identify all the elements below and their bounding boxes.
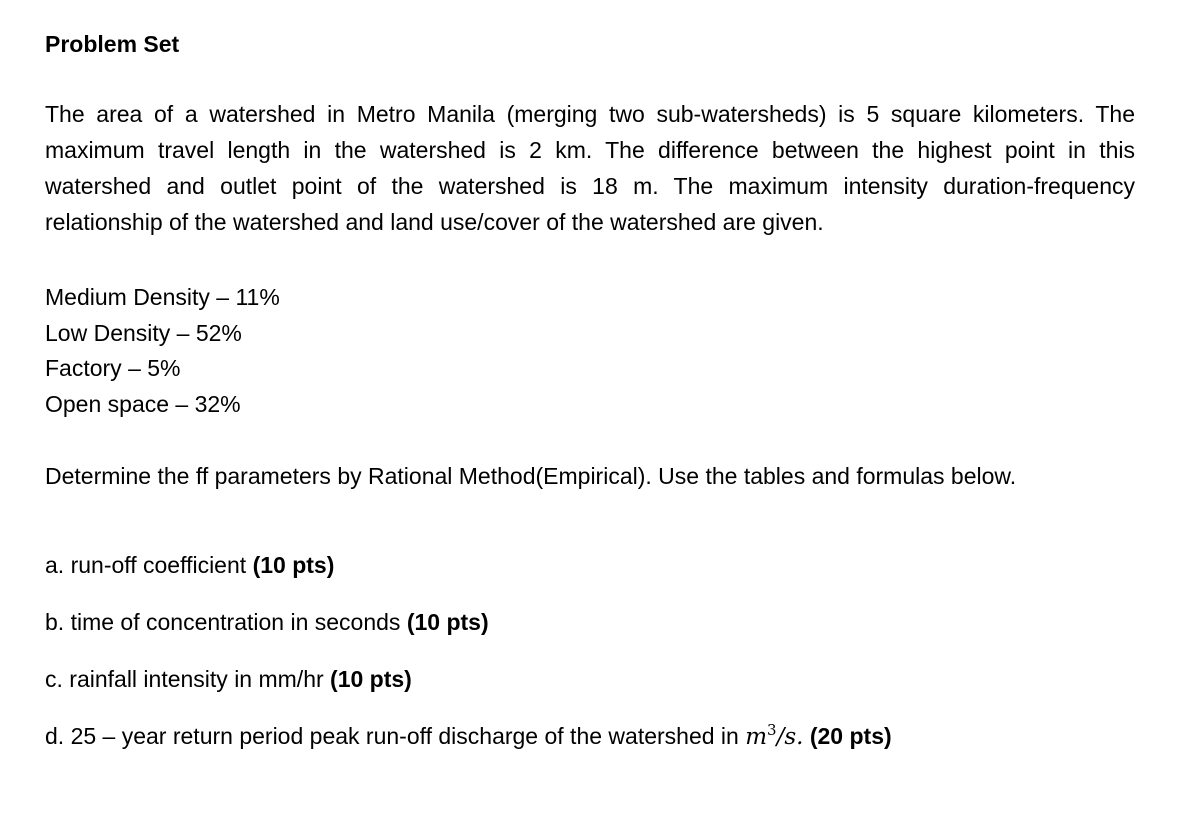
question-points: (20 pts) bbox=[803, 723, 892, 749]
question-item bbox=[45, 721, 1135, 778]
unit-exponent: 3 bbox=[767, 721, 777, 739]
question-item bbox=[45, 607, 1135, 664]
question-points: (10 pts) bbox=[330, 666, 412, 692]
problem-set-document bbox=[45, 26, 1135, 778]
unit-expression bbox=[745, 721, 804, 750]
question-text: b. time of concentration in seconds bbox=[45, 609, 407, 635]
land-use-item: Low Density – 52% bbox=[45, 319, 242, 346]
land-use-item: Medium Density – 11% bbox=[45, 284, 280, 310]
land-use-item: Factory – 5% bbox=[45, 355, 181, 381]
question-points: (10 pts) bbox=[252, 552, 335, 578]
instruction-text: Determine the ff parameters by Rational Method(Empirical). Use the tables and formulas below. bbox=[45, 463, 1017, 489]
question-item bbox=[45, 550, 1135, 607]
question-list bbox=[45, 550, 1135, 778]
question-text: c. rainfall intensity in mm/hr bbox=[45, 666, 331, 692]
land-use-list bbox=[45, 280, 1135, 422]
land-use-item: Open space – 32% bbox=[45, 390, 241, 417]
question-points: (10 pts) bbox=[406, 609, 489, 635]
question-text: a. run-off coefficient bbox=[45, 552, 253, 578]
page-title: Problem Set bbox=[45, 31, 180, 57]
question-text: d. 25 – year return period peak run-off discharge of the watershed in bbox=[45, 723, 746, 749]
unit-base: m bbox=[745, 724, 768, 750]
unit-rest: /s. bbox=[776, 724, 804, 750]
question-item bbox=[45, 664, 1135, 721]
problem-statement: The area of a watershed in Metro Manila (merging two sub-watersheds) is 5 square kilometers. The maximum travel length in the watershed is 2 km. The difference between the highest point in this watershed and outlet point of the watershed is 18 m. The maximum intensity duration-frequency relationship of the watershed and land use/cover of the watershed are given. bbox=[45, 101, 1135, 235]
